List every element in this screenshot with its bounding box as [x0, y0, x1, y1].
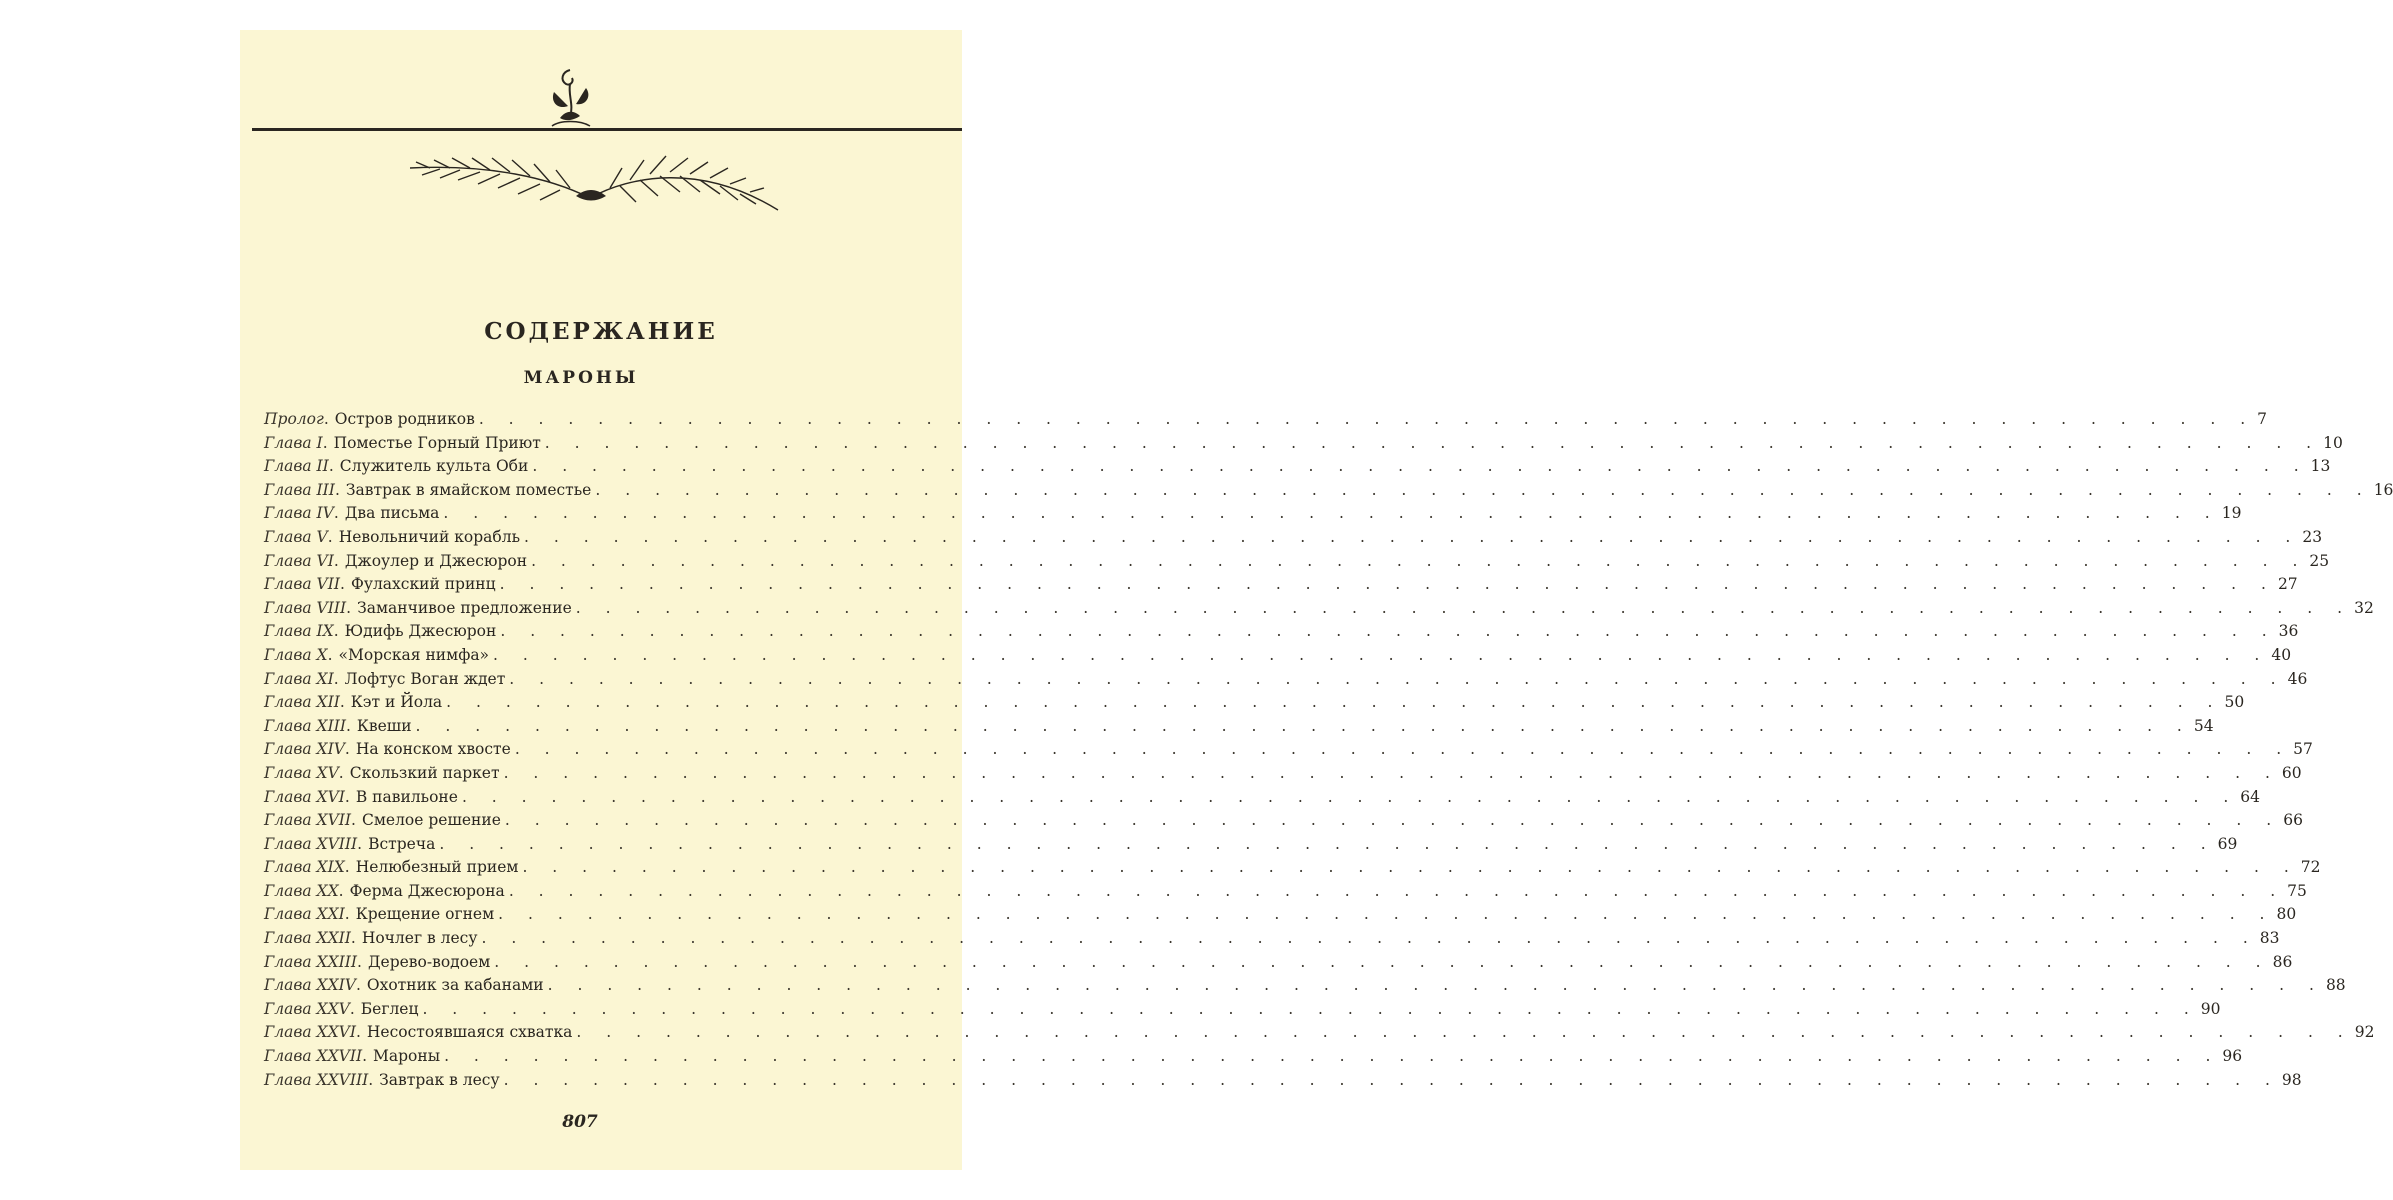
chapter-title: В павильоне	[355, 787, 458, 806]
chapter-title: «Морская нимфа»	[338, 645, 490, 664]
chapter-title: Лофтус Воган ждет	[344, 669, 506, 688]
chapter-label: Глава XXV	[264, 999, 350, 1018]
chapter-label: Глава XIII	[264, 716, 346, 735]
chapter-title: На конском хвосте	[355, 740, 511, 759]
chapter-title: Беглец	[360, 999, 419, 1018]
chapter-label: Глава XXI	[264, 905, 345, 924]
chapter-label: Глава XVII	[264, 811, 352, 830]
chapter-label: Глава XXII	[264, 929, 351, 948]
chapter-page-number: 69	[2217, 834, 2238, 853]
chapter-label: Глава XXVI	[264, 1023, 356, 1042]
label-separator: .	[340, 575, 345, 594]
toc-entry	[264, 410, 2268, 434]
toc-entry	[264, 1023, 2375, 1047]
label-separator: .	[344, 858, 350, 877]
chapter-page-number: 75	[2287, 881, 2307, 900]
label-separator: .	[344, 905, 350, 924]
chapter-label: Глава X	[264, 645, 328, 664]
chapter-title: Завтрак в ямайском поместье	[345, 480, 592, 499]
chapter-page-number: 23	[2302, 527, 2323, 546]
page-number: 807	[562, 1112, 598, 1132]
chapter-label: Глава IV	[264, 504, 334, 523]
chapter-page-number: 57	[2293, 740, 2313, 759]
label-separator: .	[349, 999, 355, 1018]
chapter-title: Несостоявшаяся схватка	[366, 1023, 573, 1042]
toc-entry	[264, 575, 2298, 599]
chapter-title: Невольничий корабль	[338, 527, 521, 546]
chapter-title: Заманчивое предложение	[357, 598, 572, 617]
chapter-page-number: 90	[2200, 999, 2221, 1018]
chapter-label: Глава VII	[264, 575, 341, 594]
chapter-title: Два письма	[344, 504, 440, 523]
toc-entry	[264, 480, 2393, 505]
dot-leader: . . . . . . . . . . . . . . . . . . . . . . . . . . . . . . . . . . . . . . . . . . . . . . . . . . . . . . . . . . . .	[595, 480, 2372, 499]
dot-leader: . . . . . . . . . . . . . . . . . . . . . . . . . . . . . . . . . . . . . . . . . . . . . . . . . . . . . . . . . . . .	[500, 622, 2277, 641]
label-separator: .	[355, 976, 361, 995]
chapter-page-number: 66	[2283, 811, 2303, 830]
chapter-label: Глава XX	[264, 881, 339, 900]
dot-leader: . . . . . . . . . . . . . . . . . . . . . . . . . . . . . . . . . . . . . . . . . . . . . . . . . . . . . . . . . . . .	[415, 716, 2192, 735]
chapter-label: Глава XVI	[264, 787, 345, 806]
label-separator: .	[333, 504, 339, 523]
chapter-title: Нелюбезный прием	[355, 858, 519, 877]
label-separator: .	[368, 1070, 374, 1089]
label-separator: .	[344, 740, 350, 759]
dot-leader: . . . . . . . . . . . . . . . . . . . . . . . . . . . . . . . . . . . . . . . . . . . . . . . . . . . . . . . . . . . .	[499, 575, 2276, 594]
label-separator: .	[328, 457, 334, 476]
toc-entry	[264, 858, 2321, 882]
chapter-label: Глава XV	[264, 763, 339, 782]
dot-leader: . . . . . . . . . . . . . . . . . . . . . . . . . . . . . . . . . . . . . . . . . . . . . . . . . . . . . . . . . . . .	[544, 433, 2322, 452]
chapter-page-number: 19	[2221, 504, 2242, 523]
chapter-label: Глава V	[264, 527, 328, 546]
dot-leader: . . . . . . . . . . . . . . . . . . . . . . . . . . . . . . . . . . . . . . . . . . . . . . . . . . . . . . . . . . . .	[439, 834, 2216, 853]
toc-entry	[264, 834, 2238, 859]
table-of-contents	[264, 410, 2393, 1094]
horizontal-rule	[252, 128, 962, 131]
book-page	[240, 30, 2393, 1170]
chapter-label: Глава XXVII	[264, 1047, 363, 1066]
chapter-page-number: 54	[2193, 716, 2214, 735]
chapter-label: Глава II	[264, 457, 329, 476]
toc-entry	[264, 622, 2299, 646]
label-separator: .	[357, 952, 362, 971]
toc-entry	[264, 952, 2293, 977]
chapter-label: Глава XVIII	[264, 834, 358, 853]
chapter-page-number: 13	[2310, 457, 2331, 476]
chapter-page-number: 92	[2354, 1023, 2375, 1042]
chapter-title: Кэт и Йола	[350, 693, 443, 712]
toc-entry	[264, 976, 2346, 1000]
dot-leader: . . . . . . . . . . . . . . . . . . . . . . . . . . . . . . . . . . . . . . . . . . . . . . . . . . . . . . . . . . . .	[508, 881, 2286, 900]
chapter-title: Джоулер и Джесюрон	[344, 551, 528, 570]
chapter-page-number: 64	[2240, 787, 2260, 806]
dot-leader: . . . . . . . . . . . . . . . . . . . . . . . . . . . . . . . . . . . . . . . . . . . . . . . . . . . . . . . . . . . .	[493, 645, 2270, 664]
chapter-label: Глава III	[264, 480, 335, 499]
dot-leader: . . . . . . . . . . . . . . . . . . . . . . . . . . . . . . . . . . . . . . . . . . . . . . . . . . . . . . . . . . . .	[422, 999, 2199, 1018]
dot-leader: . . . . . . . . . . . . . . . . . . . . . . . . . . . . . . . . . . . . . . . . . . . . . . . . . . . . . . . . . . . .	[514, 740, 2292, 759]
chapter-title: Квеши	[356, 716, 412, 735]
chapter-label: Глава XIV	[264, 740, 345, 759]
toc-entry	[264, 504, 2242, 528]
chapter-title: Остров родников	[334, 410, 475, 428]
toc-entry	[264, 693, 2245, 717]
label-separator: .	[333, 551, 339, 570]
chapter-label: Глава XXVIII	[264, 1070, 369, 1089]
label-separator: .	[338, 881, 344, 900]
label-separator: .	[323, 410, 329, 428]
chapter-page-number: 96	[2222, 1047, 2243, 1066]
dot-leader: . . . . . . . . . . . . . . . . . . . . . . . . . . . . . . . . . . . . . . . . . . . . . . . . . . . . . . . . . . . .	[478, 410, 2256, 428]
toc-entry	[264, 999, 2221, 1024]
chapter-page-number: 40	[2271, 645, 2292, 664]
dot-leader: . . . . . . . . . . . . . . . . . . . . . . . . . . . . . . . . . . . . . . . . . . . . . . . . . . . . . . . . . . . .	[481, 929, 2258, 948]
dot-leader: . . . . . . . . . . . . . . . . . . . . . . . . . . . . . . . . . . . . . . . . . . . . . . . . . . . . . . . . . . . .	[522, 858, 2299, 877]
chapter-title: Скользкий паркет	[349, 763, 500, 782]
toc-entry	[264, 433, 2343, 458]
chapter-title: Фулахский принц	[350, 575, 496, 594]
chapter-label: Глава VI	[264, 551, 334, 570]
chapter-page-number: 27	[2277, 575, 2298, 594]
section-title: МАРОНЫ	[523, 368, 639, 388]
chapter-label: Глава XII	[264, 693, 340, 712]
label-separator: .	[322, 433, 328, 452]
chapter-title: Ферма Джесюрона	[349, 881, 505, 900]
dot-leader: . . . . . . . . . . . . . . . . . . . . . . . . . . . . . . . . . . . . . . . . . . . . . . . . . . . . . . . . . . . .	[524, 527, 2301, 546]
chapter-title: Мароны	[373, 1047, 441, 1066]
dot-leader: . . . . . . . . . . . . . . . . . . . . . . . . . . . . . . . . . . . . . . . . . . . . . . . . . . . . . . . . . . . .	[444, 1047, 2221, 1066]
label-separator: .	[346, 598, 352, 617]
dot-leader: . . . . . . . . . . . . . . . . . . . . . . . . . . . . . . . . . . . . . . . . . . . . . . . . . . . . . . . . . . . .	[547, 976, 2324, 995]
chapter-label: Глава I	[264, 433, 323, 452]
dot-leader: . . . . . . . . . . . . . . . . . . . . . . . . . . . . . . . . . . . . . . . . . . . . . . . . . . . . . . . . . . . .	[461, 787, 2239, 806]
chapter-page-number: 72	[2300, 858, 2321, 877]
chapter-label: Глава XI	[264, 669, 334, 688]
label-separator: .	[334, 480, 340, 499]
dot-leader: . . . . . . . . . . . . . . . . . . . . . . . . . . . . . . . . . . . . . . . . . . . . . . . . . . . . . . . . . . . .	[532, 457, 2309, 476]
chapter-label: Глава XXIII	[264, 952, 357, 971]
dot-leader: . . . . . . . . . . . . . . . . . . . . . . . . . . . . . . . . . . . . . . . . . . . . . . . . . . . . . . . . . . . .	[503, 763, 2280, 782]
label-separator: .	[355, 1023, 361, 1042]
chapter-label: Глава XXIV	[264, 976, 356, 995]
dot-leader: . . . . . . . . . . . . . . . . . . . . . . . . . . . . . . . . . . . . . . . . . . . . . . . . . . . . . . . . . . . .	[443, 504, 2220, 523]
toc-entry	[264, 1070, 2302, 1095]
label-separator: .	[357, 834, 363, 853]
toc-entry	[264, 763, 2302, 788]
toc-entry	[264, 457, 2331, 481]
toc-entry	[264, 551, 2330, 576]
toc-entry	[264, 787, 2260, 812]
chapter-title: Встреча	[368, 834, 436, 853]
label-separator: .	[362, 1047, 368, 1066]
toc-entry	[264, 740, 2313, 764]
chapter-title: Поместье Горный Приют	[333, 433, 541, 452]
chapter-title: Юдифь Джесюрон	[344, 622, 497, 641]
label-separator: .	[344, 787, 350, 806]
label-separator: .	[327, 645, 333, 664]
dot-leader: . . . . . . . . . . . . . . . . . . . . . . . . . . . . . . . . . . . . . . . . . . . . . . . . . . . . . . . . . . . .	[509, 669, 2286, 688]
dot-leader: . . . . . . . . . . . . . . . . . . . . . . . . . . . . . . . . . . . . . . . . . . . . . . . . . . . . . . . . . . . .	[446, 693, 2223, 712]
palm-branch-ornament-icon	[400, 138, 780, 218]
chapter-title: Смелое решение	[361, 811, 501, 830]
toc-entry	[264, 929, 2280, 953]
dot-leader: . . . . . . . . . . . . . . . . . . . . . . . . . . . . . . . . . . . . . . . . . . . . . . . . . . . . . . . . . . . .	[503, 1070, 2280, 1089]
toc-entry	[264, 905, 2297, 929]
chapter-page-number: 46	[2287, 669, 2308, 688]
chapter-title: Служитель культа Оби	[339, 457, 529, 476]
chapter-page-number: 60	[2281, 763, 2302, 782]
chapter-page-number: 25	[2309, 551, 2330, 570]
chapter-label: Глава VIII	[264, 598, 347, 617]
chapter-label: Пролог	[264, 410, 324, 428]
chapter-page-number: 10	[2323, 433, 2343, 452]
toc-entry	[264, 669, 2308, 694]
leaf-ornament-icon	[540, 62, 600, 134]
chapter-page-number: 86	[2272, 952, 2293, 971]
dot-leader: . . . . . . . . . . . . . . . . . . . . . . . . . . . . . . . . . . . . . . . . . . . . . . . . . . . . . . . . . . . .	[576, 1023, 2353, 1042]
dot-leader: . . . . . . . . . . . . . . . . . . . . . . . . . . . . . . . . . . . . . . . . . . . . . . . . . . . . . . . . . . . .	[531, 551, 2308, 570]
label-separator: .	[327, 527, 333, 546]
chapter-page-number: 36	[2278, 622, 2299, 641]
chapter-page-number: 98	[2281, 1070, 2302, 1089]
chapter-title: Дерево-водоем	[367, 952, 491, 971]
chapter-title: Завтрак в лесу	[379, 1070, 500, 1089]
label-separator: .	[333, 669, 339, 688]
toc-entry	[264, 881, 2307, 906]
page-title: СОДЕРЖАНИЕ	[484, 318, 718, 345]
chapter-page-number: 83	[2259, 929, 2280, 948]
toc-entry	[264, 811, 2303, 835]
chapter-title: Ночлег в лесу	[361, 929, 478, 948]
dot-leader: . . . . . . . . . . . . . . . . . . . . . . . . . . . . . . . . . . . . . . . . . . . . . . . . . . . . . . . . . . . .	[498, 905, 2275, 924]
chapter-page-number: 88	[2325, 976, 2346, 995]
dot-leader: . . . . . . . . . . . . . . . . . . . . . . . . . . . . . . . . . . . . . . . . . . . . . . . . . . . . . . . . . . . .	[494, 952, 2271, 971]
chapter-label: Глава XIX	[264, 858, 345, 877]
chapter-page-number: 16	[2373, 480, 2393, 499]
toc-entry	[264, 598, 2374, 623]
dot-leader: . . . . . . . . . . . . . . . . . . . . . . . . . . . . . . . . . . . . . . . . . . . . . . . . . . . . . . . . . . . .	[575, 598, 2353, 617]
chapter-page-number: 32	[2354, 598, 2374, 617]
chapter-page-number: 80	[2276, 905, 2297, 924]
chapter-page-number: 50	[2224, 693, 2245, 712]
chapter-title: Охотник за кабанами	[366, 976, 544, 995]
label-separator: .	[345, 716, 351, 735]
dot-leader: . . . . . . . . . . . . . . . . . . . . . . . . . . . . . . . . . . . . . . . . . . . . . . . . . . . . . . . . . . . .	[504, 811, 2282, 830]
chapter-title: Крещение огнем	[355, 905, 495, 924]
toc-entry	[264, 1047, 2243, 1071]
toc-entry	[264, 645, 2292, 670]
toc-entry	[264, 716, 2214, 741]
label-separator: .	[333, 622, 339, 641]
chapter-page-number: 7	[2257, 410, 2268, 428]
label-separator: .	[338, 763, 344, 782]
chapter-label: Глава IX	[264, 622, 334, 641]
toc-entry	[264, 527, 2323, 552]
label-separator: .	[350, 929, 356, 948]
label-separator: .	[351, 811, 356, 830]
label-separator: .	[339, 693, 345, 712]
